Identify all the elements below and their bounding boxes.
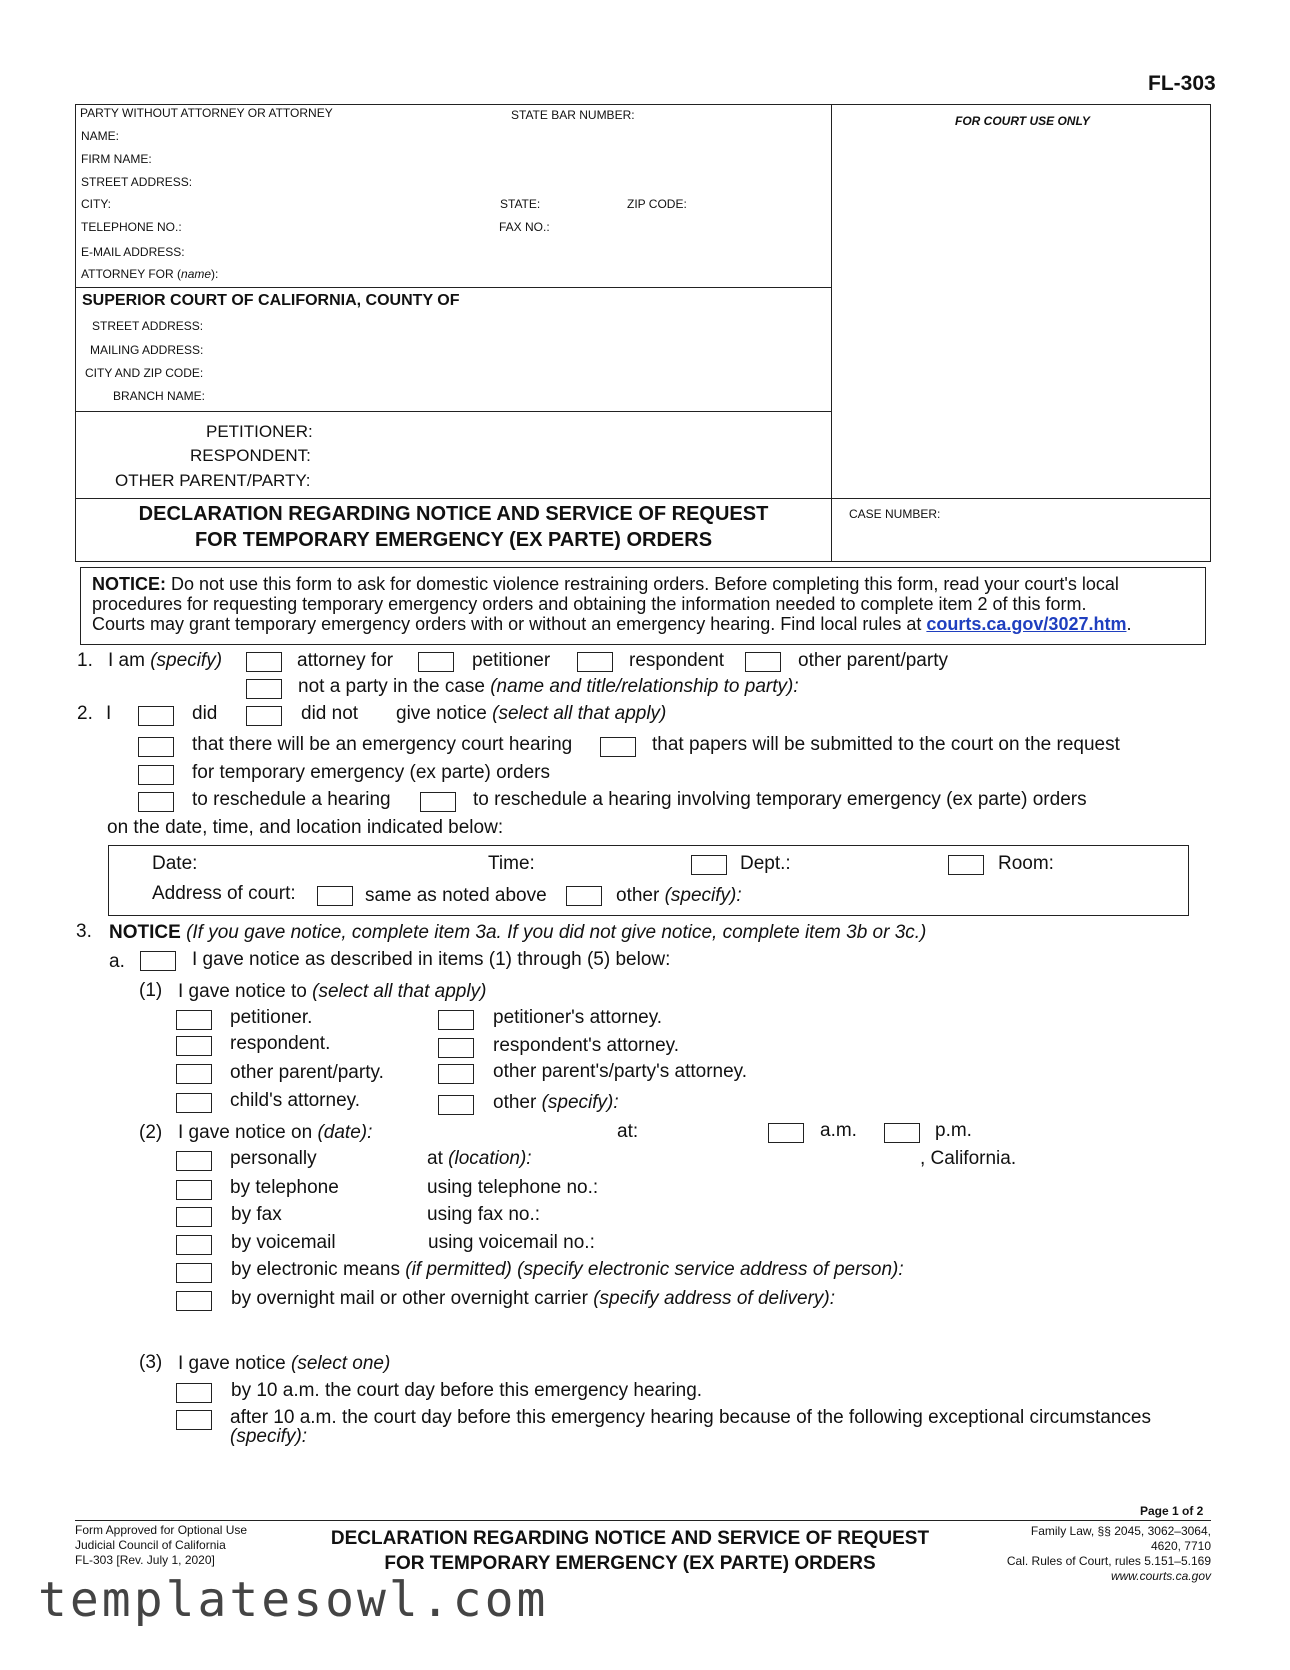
respondent-label: RESPONDENT: (190, 446, 311, 465)
local-rules-link[interactable]: courts.ca.gov/3027.htm (926, 614, 1127, 634)
s3-label: I gave notice (select one) (178, 1353, 391, 1374)
item2-i: I (106, 703, 112, 724)
notice-respondent-attorney-label: respondent's attorney. (493, 1035, 680, 1056)
notice-child-attorney-label: child's attorney. (230, 1090, 361, 1111)
approved-line2: Judicial Council of California (75, 1538, 226, 1552)
court-use-label: FOR COURT USE ONLY (955, 114, 1090, 128)
item1-number: 1. (77, 650, 93, 671)
fax-number-label: using fax no.: (427, 1204, 541, 1225)
am-checkbox[interactable] (768, 1123, 804, 1143)
notice-line1: NOTICE: Do not use this form to ask for domestic violence restraining orders. Before completing this form, read your court's local (92, 574, 1119, 594)
did-not-label: did not (301, 703, 359, 724)
email-label: E-MAIL ADDRESS: (81, 245, 185, 259)
after-10am-specify: (specify): (230, 1426, 308, 1447)
divider (75, 411, 832, 412)
respondent-label: respondent (629, 650, 725, 671)
personally-label: personally (230, 1148, 317, 1169)
court-title: SUPERIOR COURT OF CALIFORNIA, COUNTY OF (82, 292, 460, 309)
reschedule-checkbox[interactable] (138, 792, 174, 812)
dept-checkbox[interactable] (691, 855, 727, 875)
time-label: Time: (488, 853, 535, 874)
state-bar-label: STATE BAR NUMBER: (511, 108, 635, 122)
s1-label: I gave notice to (select all that apply) (178, 981, 487, 1002)
footer-title-line2: FOR TEMPORARY EMERGENCY (EX PARTE) ORDERS (384, 1553, 876, 1574)
name-label: NAME: (81, 129, 120, 143)
other-party-label: other parent/party (798, 650, 948, 671)
not-party-label: not a party in the case (name and title/relationship to party): (298, 676, 799, 697)
item3-title: NOTICE (If you gave notice, complete item 3a. If you did not give notice, complete item 3b or 3c.) (109, 922, 927, 943)
header-box (75, 104, 1211, 562)
by-10am-label: by 10 a.m. the court day before this emergency hearing. (231, 1380, 703, 1401)
overnight-label: by overnight mail or other overnight carrier (specify address of delivery): (231, 1288, 836, 1309)
divider (75, 498, 1211, 499)
did-not-checkbox[interactable] (246, 706, 282, 726)
same-address-label: same as noted above (365, 885, 547, 906)
telephone-method-label: by telephone (230, 1177, 339, 1198)
item1-lead: I am (specify) (108, 650, 223, 671)
notice-other-party-attorney-label: other parent's/party's attorney. (493, 1061, 748, 1082)
room-checkbox[interactable] (948, 855, 984, 875)
party-label: PARTY WITHOUT ATTORNEY OR ATTORNEY (80, 106, 333, 120)
header-divider (831, 104, 832, 562)
footer-title-line1: DECLARATION REGARDING NOTICE AND SERVICE OF REQUEST (330, 1528, 930, 1549)
notice-respondent-label: respondent. (230, 1033, 331, 1054)
temporary-orders-checkbox[interactable] (138, 765, 174, 785)
respondent-checkbox[interactable] (577, 652, 613, 672)
notice-respondent-attorney-checkbox[interactable] (438, 1038, 474, 1058)
watermark: templatesowl.com (38, 1572, 549, 1628)
hearing-label: that there will be an emergency court hearing (192, 734, 573, 755)
form-id: FL-303 (1148, 72, 1216, 95)
notice-child-attorney-checkbox[interactable] (176, 1093, 212, 1113)
by-10am-checkbox[interactable] (176, 1383, 212, 1403)
law-line4: www.courts.ca.gov (1110, 1569, 1211, 1583)
voicemail-checkbox[interactable] (176, 1235, 212, 1255)
s2-number: (2) (139, 1122, 163, 1143)
approved-line1: Form Approved for Optional Use (75, 1523, 248, 1537)
fax-checkbox[interactable] (176, 1207, 212, 1227)
did-checkbox[interactable] (138, 706, 174, 726)
other-address-label: other (specify): (616, 885, 742, 906)
reschedule-label: to reschedule a hearing (192, 789, 391, 810)
law-line3: Cal. Rules of Court, rules 5.151–5.169 (1006, 1554, 1211, 1568)
notice-other-party-label: other parent/party. (230, 1062, 384, 1083)
city-label: CITY: (81, 197, 112, 211)
telephone-checkbox[interactable] (176, 1180, 212, 1200)
pm-checkbox[interactable] (884, 1123, 920, 1143)
court-mailing-label: MAILING ADDRESS: (90, 343, 204, 357)
court-branch-label: BRANCH NAME: (113, 389, 206, 403)
papers-label: that papers will be submitted to the court on the request (652, 734, 1120, 755)
approved-line3: FL-303 [Rev. July 1, 2020] (75, 1553, 215, 1567)
room-label: Room: (998, 853, 1054, 874)
item3a-letter: a. (109, 951, 125, 972)
fax-method-label: by fax (231, 1204, 282, 1225)
pm-label: p.m. (935, 1120, 972, 1141)
state-label: STATE: (500, 197, 541, 211)
notice-petitioner-checkbox[interactable] (176, 1010, 212, 1030)
firm-label: FIRM NAME: (81, 152, 152, 166)
notice-petitioner-attorney-checkbox[interactable] (438, 1010, 474, 1030)
attorney-for-checkbox[interactable] (246, 652, 282, 672)
give-notice-label: give notice (select all that apply) (396, 703, 667, 724)
telephone-number-label: using telephone no.: (427, 1177, 599, 1198)
after-10am-label: after 10 a.m. the court day before this emergency hearing because of the following exceptional circumstances (230, 1407, 1151, 1428)
electronic-checkbox[interactable] (176, 1263, 212, 1283)
form-title-line2: FOR TEMPORARY EMERGENCY (EX PARTE) ORDERS (194, 529, 713, 551)
zip-label: ZIP CODE: (627, 197, 687, 211)
after-10am-checkbox[interactable] (176, 1410, 212, 1430)
petitioner-label: PETITIONER: (206, 422, 313, 441)
on-date-label: on the date, time, and location indicated below: (107, 817, 504, 838)
item3-number: 3. (76, 921, 92, 942)
other-address-checkbox[interactable] (566, 886, 602, 906)
s2-at-label: at: (617, 1121, 639, 1142)
notice-petitioner-label: petitioner. (230, 1007, 313, 1028)
gave-notice-checkbox[interactable] (140, 951, 176, 971)
voicemail-method-label: by voicemail (231, 1232, 336, 1253)
attorney-for-label: attorney for (297, 650, 394, 671)
notice-respondent-checkbox[interactable] (176, 1036, 212, 1056)
attorney-for-label: ATTORNEY FOR (name): (81, 267, 219, 281)
reschedule-exparte-checkbox[interactable] (420, 792, 456, 812)
personally-checkbox[interactable] (176, 1151, 212, 1171)
item2-number: 2. (77, 703, 93, 724)
notice-other-party-checkbox[interactable] (176, 1064, 212, 1084)
telephone-label: TELEPHONE NO.: (81, 220, 182, 234)
electronic-label: by electronic means (if permitted) (specify electronic service address of person): (231, 1259, 904, 1280)
law-line1: Family Law, §§ 2045, 3062–3064, (1030, 1524, 1211, 1538)
fax-label: FAX NO.: (499, 220, 550, 234)
petitioner-label: petitioner (472, 650, 551, 671)
same-address-checkbox[interactable] (317, 886, 353, 906)
footer-rule (75, 1520, 1211, 1521)
address-label: Address of court: (152, 883, 296, 904)
notice-petitioner-attorney-label: petitioner's attorney. (493, 1007, 663, 1028)
am-label: a.m. (820, 1120, 857, 1141)
hearing-checkbox[interactable] (138, 737, 174, 757)
form-title-line1: DECLARATION REGARDING NOTICE AND SERVICE OF REQUEST (138, 503, 769, 525)
papers-checkbox[interactable] (600, 737, 636, 757)
notice-line3: Courts may grant temporary emergency orders with or without an emergency hearing. Find local rules at courts.ca.gov/3027.htm. (92, 614, 1132, 634)
other-party-label: OTHER PARENT/PARTY: (115, 471, 311, 490)
court-city-label: CITY AND ZIP CODE: (85, 366, 204, 380)
street-label: STREET ADDRESS: (81, 175, 193, 189)
not-party-checkbox[interactable] (246, 679, 282, 699)
page-number: Page 1 of 2 (1140, 1504, 1204, 1518)
gave-notice-label: I gave notice as described in items (1) through (5) below: (192, 949, 671, 970)
date-label: Date: (152, 853, 198, 874)
location-label: at (location): (427, 1148, 532, 1169)
case-number-label: CASE NUMBER: (849, 507, 941, 521)
temporary-orders-label: for temporary emergency (ex parte) orders (192, 762, 550, 783)
s2-label: I gave notice on (date): (178, 1122, 373, 1143)
petitioner-checkbox[interactable] (418, 652, 454, 672)
court-street-label: STREET ADDRESS: (92, 319, 204, 333)
california-label: , California. (920, 1148, 1017, 1169)
notice-other-label: other (specify): (493, 1092, 619, 1113)
notice-line2: procedures for requesting temporary emergency orders and obtaining the information needed to complete item 2 of this form. (92, 594, 1087, 614)
notice-other-party-attorney-checkbox[interactable] (438, 1064, 474, 1084)
s1-number: (1) (139, 980, 163, 1001)
reschedule-exparte-label: to reschedule a hearing involving temporary emergency (ex parte) orders (473, 789, 1087, 810)
voicemail-number-label: using voicemail no.: (428, 1232, 595, 1253)
dept-label: Dept.: (740, 853, 791, 874)
divider (75, 287, 832, 288)
other-party-checkbox[interactable] (745, 652, 781, 672)
law-line2: 4620, 7710 (1150, 1539, 1211, 1553)
did-label: did (192, 703, 218, 724)
overnight-checkbox[interactable] (176, 1291, 212, 1311)
s3-number: (3) (139, 1352, 163, 1373)
notice-other-checkbox[interactable] (438, 1095, 474, 1115)
